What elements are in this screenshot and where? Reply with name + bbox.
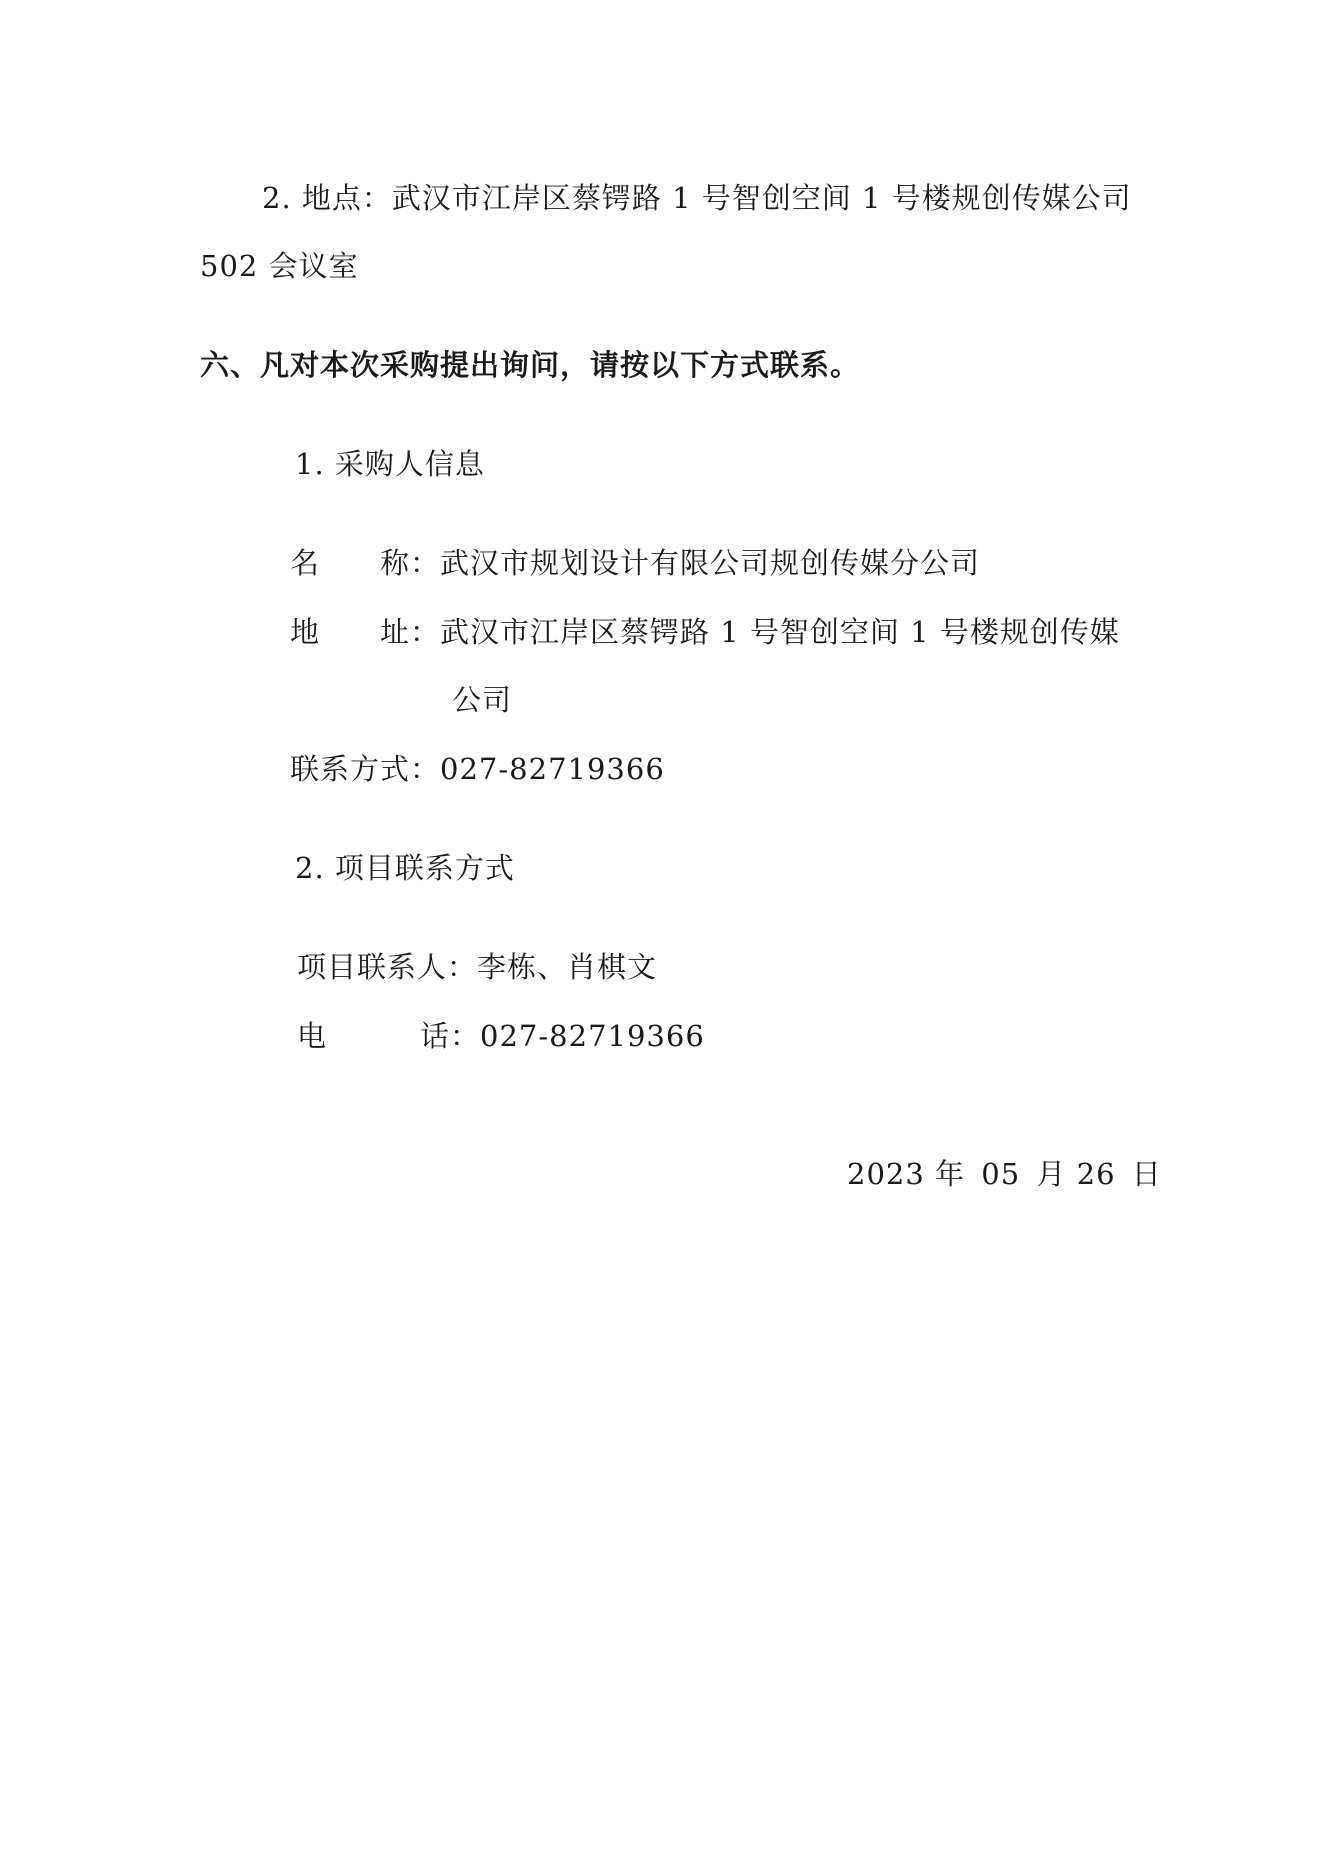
- date-month-unit: 月: [1036, 1157, 1067, 1191]
- section-heading: 六、凡对本次采购提出询问，请按以下方式联系。: [200, 348, 861, 382]
- date-day-unit: 日: [1131, 1157, 1162, 1191]
- date-day: 26: [1076, 1157, 1116, 1191]
- purchaser-address-row: [290, 612, 1120, 652]
- name-label-char-2: 称：: [380, 546, 441, 580]
- date-month: 05: [981, 1157, 1021, 1191]
- project-phone-row: [297, 1016, 705, 1056]
- project-person-value: 李栋、肖棋文: [477, 950, 658, 984]
- purchaser-contact-row: [290, 749, 665, 789]
- contact-value: 027-82719366: [440, 752, 665, 786]
- project-phone-value: 027-82719366: [480, 1019, 705, 1053]
- purchaser-info-title: 1. 采购人信息: [295, 447, 485, 481]
- address-label-char-1: 地: [290, 615, 321, 649]
- phone-label-char-2: 话：: [420, 1019, 481, 1053]
- purchaser-address-value-line-1: 武汉市江岸区蔡锷路 1 号智创空间 1 号楼规创传媒: [440, 615, 1120, 649]
- purchaser-address-value-line-2: 公司: [452, 683, 513, 717]
- project-person-label: 项目联系人：: [297, 950, 478, 984]
- contact-label: 联系方式：: [290, 752, 441, 786]
- document-date: [847, 1154, 1162, 1194]
- name-label-char-1: 名: [290, 546, 321, 580]
- purchaser-name-row: [290, 543, 980, 583]
- project-person-row: [297, 947, 657, 987]
- location-line-1: 2. 地点：武汉市江岸区蔡锷路 1 号智创空间 1 号楼规创传媒公司: [262, 181, 1132, 215]
- date-year-unit: 年: [935, 1157, 966, 1191]
- location-line-2: 502 会议室: [200, 249, 359, 283]
- address-label-char-2: 址：: [380, 615, 441, 649]
- purchaser-name-value: 武汉市规划设计有限公司规创传媒分公司: [440, 546, 981, 580]
- date-year: 2023: [847, 1157, 925, 1191]
- phone-label-char-1: 电: [297, 1019, 328, 1053]
- project-contact-title: 2. 项目联系方式: [295, 851, 515, 885]
